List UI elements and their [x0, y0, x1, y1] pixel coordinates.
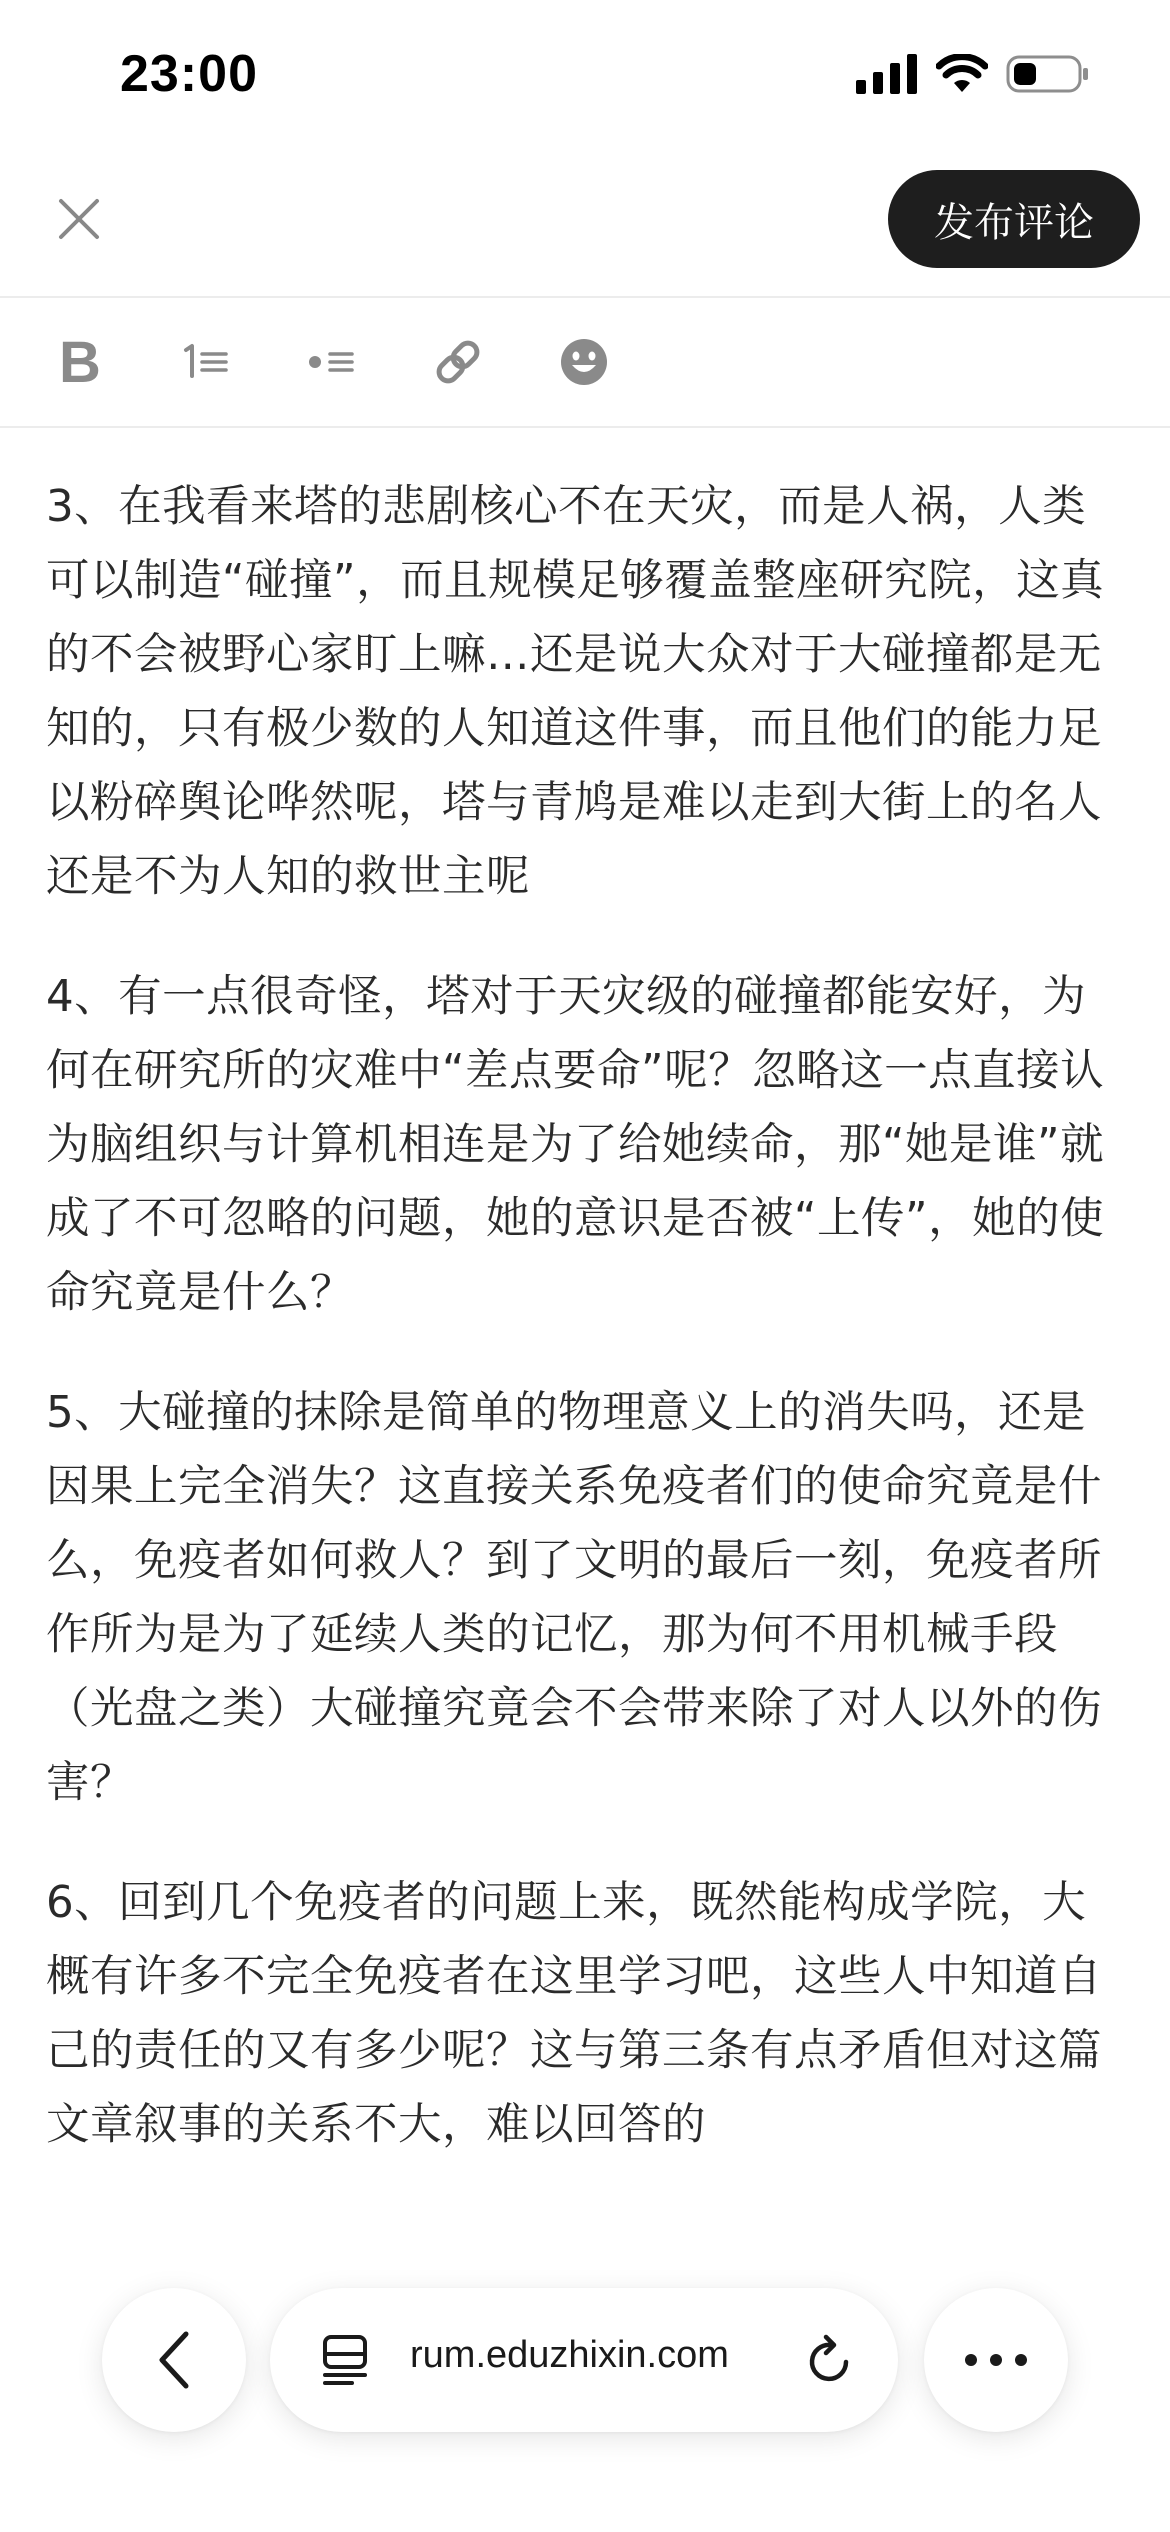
comment-paragraph-3: 3、在我看来塔的悲剧核心不在天灾，而是人祸，人类可以制造“碰撞”，而且规模足够覆盖整座研究院，这真的不会被野心家盯上嘛…还是说大众对于大碰撞都是无知的，只有极少数的人知道这件事，而且他们的能力足以粉碎舆论哗然呢，塔与青鸠是难以走到大街上的名人还是不为人知的救世主呢 [46, 482, 1105, 902]
status-time: 23:00 [120, 45, 258, 103]
cellular-signal-icon [856, 54, 918, 94]
more-icon [964, 2353, 1028, 2367]
comment-paragraph-6: 6、回到几个免疫者的问题上来，既然能构成学院，大概有许多不完全免疫者在这里学习吧，这些人中知道自己的责任的又有多少呢？这与第三条有点矛盾但对这篇文章叙事的关系不大，难以回答的 [46, 1878, 1102, 2150]
publish-comment-button[interactable]: 发布评论 [888, 170, 1140, 268]
browser-bottom-bar [0, 2270, 1170, 2532]
bullet-list-button[interactable] [294, 324, 370, 400]
comment-paragraph-4: 4、有一点很奇怪，塔对于天灾级的碰撞都能安好，为何在研究所的灾难中“差点要命”呢？忽略这一点直接认为脑组织与计算机相连是为了给她续命，那“她是谁”就成了不可忽略的问题，她的意识是否被“上传”，她的使命究竟是什么？ [46, 972, 1105, 1318]
status-icons [856, 54, 1090, 94]
url-text[interactable]: rum.eduzhixin.com [410, 2334, 729, 2376]
chevron-left-icon [152, 2330, 196, 2390]
ordered-list-button[interactable] [168, 324, 244, 400]
comment-text-area[interactable] [46, 470, 1126, 2170]
bold-button[interactable]: B [59, 329, 101, 395]
wifi-icon [936, 54, 988, 94]
battery-icon [1006, 54, 1090, 94]
close-icon [57, 197, 101, 241]
more-button[interactable] [924, 2288, 1068, 2432]
formatting-toolbar [0, 298, 1170, 428]
reader-mode-icon[interactable] [322, 2334, 368, 2386]
comment-paragraph-5: 5、大碰撞的抹除是简单的物理意义上的消失吗，还是因果上完全消失？这直接关系免疫者们的使命究竟是什么，免疫者如何救人？到了文明的最后一刻，免疫者所作所为是为了延续人类的记忆，那为何不用机械手段（光盘之类）大碰撞究竟会不会带来除了对人以外的伤害？ [46, 1388, 1102, 1808]
ordered-list-icon [180, 342, 232, 382]
address-bar[interactable] [270, 2288, 898, 2432]
link-icon [433, 337, 483, 387]
back-button[interactable] [102, 2288, 246, 2432]
emoji-icon [559, 337, 609, 387]
reload-icon[interactable] [804, 2332, 856, 2388]
editor-header [0, 150, 1170, 298]
status-bar [0, 0, 1170, 150]
emoji-button[interactable] [546, 324, 622, 400]
insert-link-button[interactable] [420, 324, 496, 400]
bullet-list-icon [306, 342, 358, 382]
close-button[interactable] [44, 184, 114, 254]
